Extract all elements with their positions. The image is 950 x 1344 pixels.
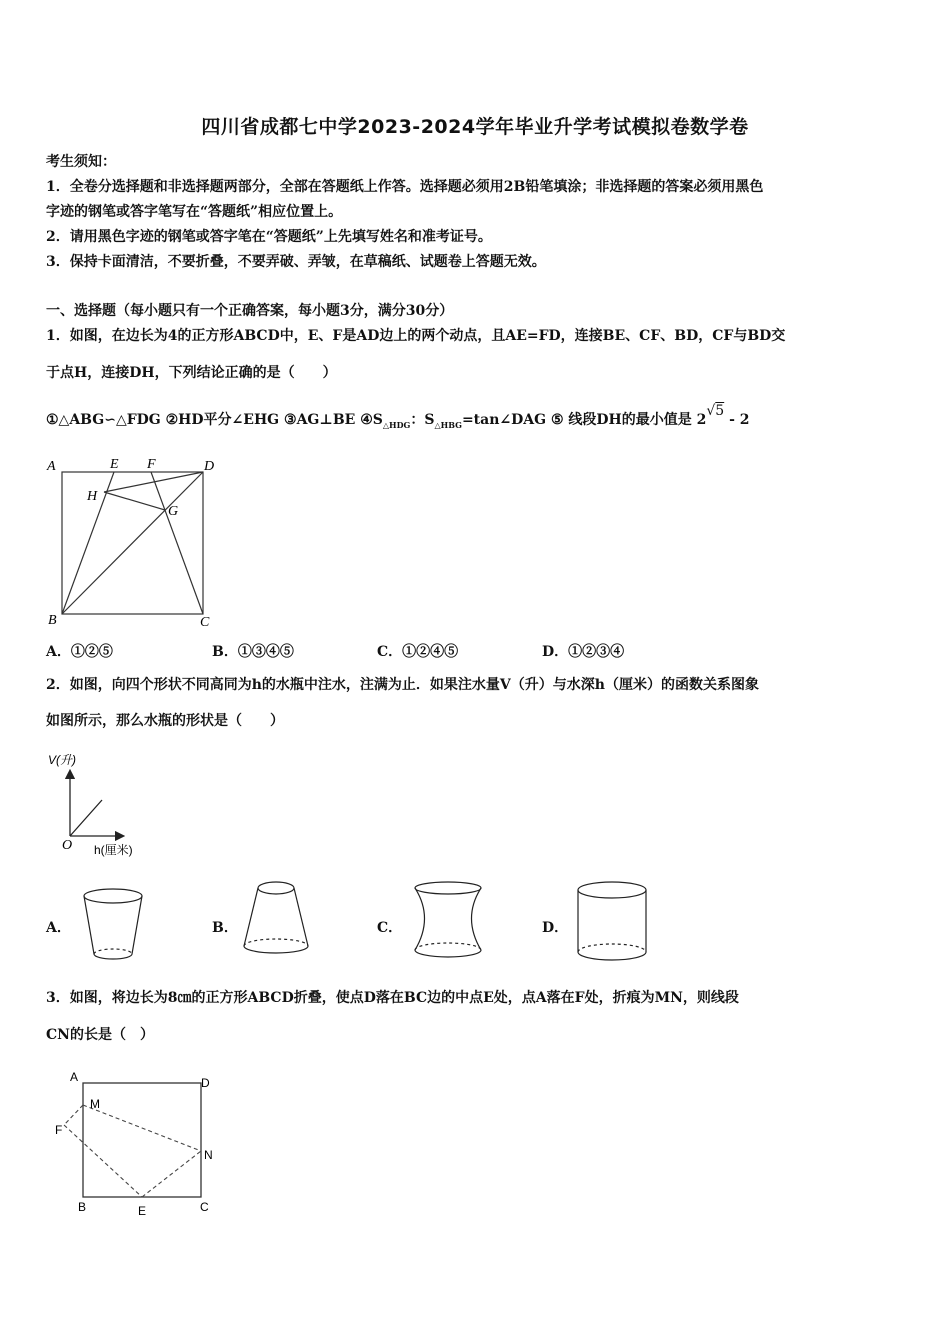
q1-conclusions	[46, 403, 750, 435]
label-b: B	[78, 1200, 87, 1214]
q1-stem-line1: 1．如图，在边长为4的正方形ABCD中，E、F是AD边上的两个动点，且AE=FD，连接BE、CF、BD，CF与BD交	[46, 328, 786, 344]
bottle-a-icon	[80, 884, 150, 966]
label-b: B	[48, 613, 57, 628]
q3-stem-line2: CN的长是（ ）	[46, 1027, 154, 1043]
bottle-d-icon	[574, 878, 650, 968]
label-a: A	[47, 459, 56, 474]
y-axis-label: V(升)	[48, 753, 76, 767]
label-h: H	[87, 489, 98, 504]
label-g: G	[168, 504, 179, 519]
sqrt-sign: √	[706, 403, 716, 419]
q3-fold-figure	[50, 1065, 230, 1225]
q1-option-d[interactable]: D．①②③④	[542, 644, 625, 660]
section-heading: 一、选择题（每小题只有一个正确答案，每小题3分，满分30分）	[46, 303, 454, 319]
bottle-c-icon	[408, 878, 488, 964]
notice-item: 2．请用黑色字迹的钢笔或答字笔在“答题纸”上先填写姓名和准考证号。	[46, 229, 492, 245]
label-d: D	[201, 1076, 210, 1090]
q1-square-figure	[40, 452, 230, 632]
page-title: 四川省成都七中学2023-2024学年毕业升学考试模拟卷数学卷	[201, 116, 749, 138]
bottle-b-icon	[240, 878, 312, 960]
notice-item: 1．全卷分选择题和非选择题两部分，全部在答题纸上作答。选择题必须用2B铅笔填涂；非选择题的答案必须用黑色	[46, 179, 764, 195]
q2-graph	[40, 748, 170, 860]
label-e: E	[138, 1204, 147, 1218]
x-axis-label: h(厘米)	[94, 843, 133, 857]
q3-stem-line1: 3．如图，将边长为8㎝的正方形ABCD折叠，使点D落在BC边的中点E处，点A落在F处，折痕为MN，则线段	[46, 990, 739, 1006]
segment-bd	[62, 472, 203, 614]
square-abcd	[83, 1083, 201, 1197]
q2-stem-line2: 如图所示，那么水瓶的形状是（ ）	[46, 713, 284, 729]
label-d: D	[204, 459, 215, 474]
segment-fe	[64, 1125, 142, 1197]
q2-stem-line1: 2．如图，向四个形状不同高同为h的水瓶中注水，注满为止．如果注水量V（升）与水深h（厘米）的函数关系图象	[46, 677, 759, 693]
q2-option-c[interactable]: C．	[377, 920, 403, 936]
q2-option-b[interactable]: B．	[212, 920, 238, 936]
label-e: E	[110, 457, 119, 472]
notice-item: 字迹的钢笔或答字笔写在“答题纸”相应位置上。	[46, 204, 343, 220]
q1-stem-line2: 于点H，连接DH，下列结论正确的是（ ）	[46, 365, 337, 381]
q1-conclusions-part: - 2	[724, 412, 750, 428]
notice-heading: 考生须知：	[46, 154, 116, 170]
segment-mf	[64, 1105, 83, 1125]
q1-conclusions-part: =tan∠DAG ⑤ 线段DH的最小值是 2	[461, 412, 707, 428]
label-f: F	[55, 1123, 63, 1137]
notice-item: 3．保持卡面清洁，不要折叠，不要弄破、弄皱，在草稿纸、试题卷上答题无效。	[46, 254, 546, 270]
q1-option-b[interactable]: B．①③④⑤	[212, 644, 294, 660]
q1-subscript: △HBG	[434, 419, 462, 430]
label-f: F	[147, 457, 156, 472]
segment-en	[142, 1151, 201, 1197]
label-n: N	[204, 1148, 213, 1162]
q1-conclusions-part: ：S	[410, 412, 435, 428]
label-m: M	[90, 1097, 100, 1111]
sqrt-radicand: 5	[715, 403, 725, 419]
q1-subscript: △HDG	[382, 419, 411, 430]
label-a: A	[70, 1070, 79, 1084]
segment-hg	[104, 492, 165, 510]
fold-line-mn	[83, 1105, 201, 1151]
label-c: C	[200, 615, 210, 630]
segment-hd	[104, 472, 203, 492]
q1-option-c[interactable]: C．①②④⑤	[377, 644, 459, 660]
label-c: C	[200, 1200, 209, 1214]
q2-option-d[interactable]: D．	[542, 920, 569, 936]
q1-option-a[interactable]: A．①②⑤	[46, 644, 113, 660]
q2-option-a[interactable]: A．	[46, 920, 71, 936]
origin-label: O	[62, 838, 73, 853]
segment-cf	[151, 472, 203, 614]
graph-line	[70, 800, 102, 836]
q1-conclusions-part: ①△ABG∽△FDG ②HD平分∠EHG ③AG⊥BE ④S	[46, 412, 383, 428]
